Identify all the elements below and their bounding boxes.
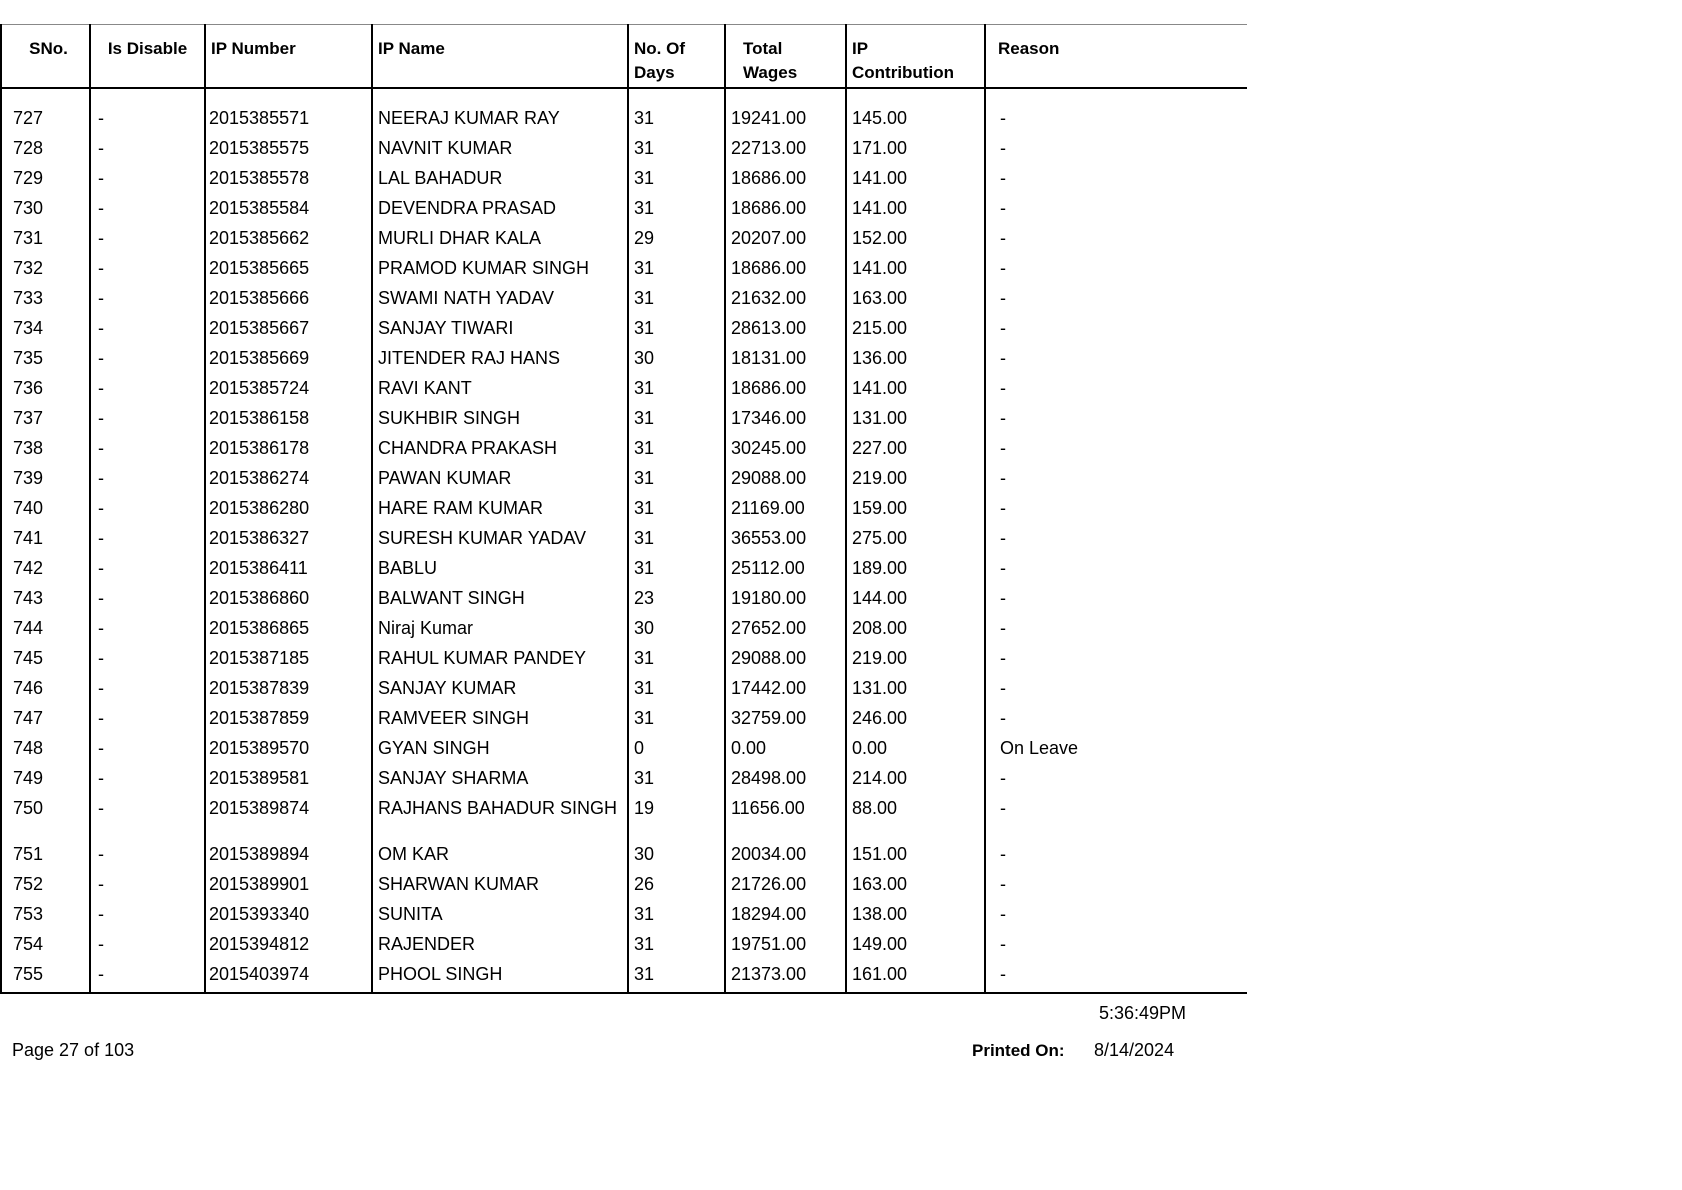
cell-no-of-days: 26 xyxy=(628,872,725,902)
table-row xyxy=(1,436,1247,466)
cell-total-wages: 19180.00 xyxy=(725,586,846,616)
cell-ip-contribution: 131.00 xyxy=(846,406,985,436)
cell-total-wages: 18686.00 xyxy=(725,376,846,406)
cell-ip-contribution: 163.00 xyxy=(846,286,985,316)
cell-ip-number: 2015386865 xyxy=(205,616,372,646)
cell-is-disable: - xyxy=(90,902,205,932)
cell-ip-name: SURESH KUMAR YADAV xyxy=(372,526,628,556)
cell-is-disable: - xyxy=(90,676,205,706)
cell-is-disable: - xyxy=(90,286,205,316)
cell-ip-contribution: 159.00 xyxy=(846,496,985,526)
cell-total-wages: 27652.00 xyxy=(725,616,846,646)
table-row xyxy=(1,466,1247,496)
cell-ip-contribution: 131.00 xyxy=(846,676,985,706)
cell-is-disable: - xyxy=(90,736,205,766)
cell-no-of-days: 31 xyxy=(628,256,725,286)
cell-reason: - xyxy=(985,196,1247,226)
table-row xyxy=(1,406,1247,436)
cell-total-wages: 21726.00 xyxy=(725,872,846,902)
table-row xyxy=(1,496,1247,526)
cell-reason: - xyxy=(985,106,1247,136)
table-row xyxy=(1,796,1247,842)
cell-no-of-days: 23 xyxy=(628,586,725,616)
cell-total-wages: 11656.00 xyxy=(725,796,846,842)
cell-ip-contribution: 275.00 xyxy=(846,526,985,556)
cell-no-of-days: 31 xyxy=(628,376,725,406)
cell-total-wages: 20207.00 xyxy=(725,226,846,256)
cell-is-disable: - xyxy=(90,196,205,226)
cell-ip-number: 2015385724 xyxy=(205,376,372,406)
cell-total-wages: 21373.00 xyxy=(725,962,846,993)
cell-ip-contribution: 171.00 xyxy=(846,136,985,166)
cell-ip-contribution: 219.00 xyxy=(846,646,985,676)
cell-no-of-days: 31 xyxy=(628,406,725,436)
cell-ip-name: LAL BAHADUR xyxy=(372,166,628,196)
table-row xyxy=(1,902,1247,932)
cell-sno: 755 xyxy=(1,962,90,993)
cell-ip-name: DEVENDRA PRASAD xyxy=(372,196,628,226)
header-ip-name: IP Name xyxy=(372,25,628,89)
cell-reason: - xyxy=(985,902,1247,932)
header-total-wages-line2: Wages xyxy=(743,63,798,82)
header-ip-contribution-line1: IP xyxy=(852,39,869,58)
cell-reason: - xyxy=(985,346,1247,376)
cell-sno: 735 xyxy=(1,346,90,376)
header-no-of-days-line2: Days xyxy=(634,63,675,82)
cell-ip-name: HARE RAM KUMAR xyxy=(372,496,628,526)
table-row xyxy=(1,616,1247,646)
cell-no-of-days: 31 xyxy=(628,286,725,316)
cell-ip-contribution: 163.00 xyxy=(846,872,985,902)
cell-reason: On Leave xyxy=(985,736,1247,766)
cell-ip-name: GYAN SINGH xyxy=(372,736,628,766)
table-row xyxy=(1,316,1247,346)
cell-ip-name: SANJAY SHARMA xyxy=(372,766,628,796)
cell-ip-number: 2015387839 xyxy=(205,676,372,706)
cell-ip-name: CHANDRA PRAKASH xyxy=(372,436,628,466)
cell-ip-contribution: 141.00 xyxy=(846,166,985,196)
cell-ip-name: SUKHBIR SINGH xyxy=(372,406,628,436)
cell-no-of-days: 31 xyxy=(628,136,725,166)
cell-sno: 753 xyxy=(1,902,90,932)
cell-ip-name: PHOOL SINGH xyxy=(372,962,628,993)
cell-ip-contribution: 141.00 xyxy=(846,196,985,226)
cell-sno: 739 xyxy=(1,466,90,496)
contribution-table xyxy=(0,24,1247,994)
table-row xyxy=(1,196,1247,226)
cell-total-wages: 22713.00 xyxy=(725,136,846,166)
cell-ip-contribution: 88.00 xyxy=(846,796,985,842)
cell-sno: 744 xyxy=(1,616,90,646)
cell-sno: 747 xyxy=(1,706,90,736)
cell-reason: - xyxy=(985,256,1247,286)
cell-total-wages: 18294.00 xyxy=(725,902,846,932)
cell-ip-contribution: 149.00 xyxy=(846,932,985,962)
cell-sno: 749 xyxy=(1,766,90,796)
cell-ip-number: 2015389581 xyxy=(205,766,372,796)
table-row xyxy=(1,646,1247,676)
cell-reason: - xyxy=(985,136,1247,166)
cell-no-of-days: 31 xyxy=(628,526,725,556)
cell-no-of-days: 0 xyxy=(628,736,725,766)
cell-ip-name: OM KAR xyxy=(372,842,628,872)
cell-is-disable: - xyxy=(90,962,205,993)
cell-is-disable: - xyxy=(90,256,205,286)
cell-reason: - xyxy=(985,436,1247,466)
cell-total-wages: 28613.00 xyxy=(725,316,846,346)
table-row xyxy=(1,526,1247,556)
cell-ip-number: 2015386178 xyxy=(205,436,372,466)
cell-sno: 729 xyxy=(1,166,90,196)
cell-no-of-days: 31 xyxy=(628,556,725,586)
cell-no-of-days: 31 xyxy=(628,436,725,466)
cell-is-disable: - xyxy=(90,616,205,646)
cell-sno: 741 xyxy=(1,526,90,556)
cell-ip-name: SHARWAN KUMAR xyxy=(372,872,628,902)
header-ip-contribution xyxy=(846,25,985,89)
cell-ip-name: RAVI KANT xyxy=(372,376,628,406)
cell-sno: 746 xyxy=(1,676,90,706)
cell-ip-number: 2015386274 xyxy=(205,466,372,496)
cell-ip-number: 2015389894 xyxy=(205,842,372,872)
cell-ip-number: 2015386411 xyxy=(205,556,372,586)
cell-ip-number: 2015393340 xyxy=(205,902,372,932)
cell-reason: - xyxy=(985,166,1247,196)
cell-total-wages: 18131.00 xyxy=(725,346,846,376)
cell-reason: - xyxy=(985,496,1247,526)
cell-no-of-days: 29 xyxy=(628,226,725,256)
cell-reason: - xyxy=(985,842,1247,872)
cell-ip-contribution: 0.00 xyxy=(846,736,985,766)
cell-ip-number: 2015386280 xyxy=(205,496,372,526)
cell-is-disable: - xyxy=(90,166,205,196)
cell-ip-number: 2015386327 xyxy=(205,526,372,556)
cell-ip-number: 2015385665 xyxy=(205,256,372,286)
cell-is-disable: - xyxy=(90,646,205,676)
cell-ip-number: 2015394812 xyxy=(205,932,372,962)
cell-ip-name: Niraj Kumar xyxy=(372,616,628,646)
table-row xyxy=(1,226,1247,256)
cell-reason: - xyxy=(985,586,1247,616)
header-total-wages-line1: Total xyxy=(743,39,783,58)
cell-reason: - xyxy=(985,796,1247,842)
table-row xyxy=(1,872,1247,902)
cell-ip-name: SANJAY TIWARI xyxy=(372,316,628,346)
header-no-of-days xyxy=(628,25,725,89)
cell-is-disable: - xyxy=(90,586,205,616)
cell-ip-name: BABLU xyxy=(372,556,628,586)
cell-ip-number: 2015385571 xyxy=(205,106,372,136)
cell-ip-name: RAMVEER SINGH xyxy=(372,706,628,736)
cell-total-wages: 20034.00 xyxy=(725,842,846,872)
cell-no-of-days: 31 xyxy=(628,766,725,796)
cell-sno: 733 xyxy=(1,286,90,316)
cell-ip-contribution: 136.00 xyxy=(846,346,985,376)
cell-sno: 742 xyxy=(1,556,90,586)
table-row xyxy=(1,136,1247,166)
cell-reason: - xyxy=(985,932,1247,962)
cell-ip-number: 2015389874 xyxy=(205,796,372,842)
cell-sno: 752 xyxy=(1,872,90,902)
cell-reason: - xyxy=(985,286,1247,316)
cell-ip-number: 2015387859 xyxy=(205,706,372,736)
cell-reason: - xyxy=(985,766,1247,796)
cell-ip-contribution: 151.00 xyxy=(846,842,985,872)
cell-is-disable: - xyxy=(90,406,205,436)
cell-ip-number: 2015389901 xyxy=(205,872,372,902)
cell-reason: - xyxy=(985,646,1247,676)
cell-ip-contribution: 138.00 xyxy=(846,902,985,932)
cell-is-disable: - xyxy=(90,226,205,256)
cell-total-wages: 29088.00 xyxy=(725,466,846,496)
cell-ip-number: 2015386860 xyxy=(205,586,372,616)
cell-is-disable: - xyxy=(90,436,205,466)
cell-total-wages: 32759.00 xyxy=(725,706,846,736)
cell-ip-name: RAJHANS BAHADUR SINGH xyxy=(372,796,628,842)
cell-total-wages: 30245.00 xyxy=(725,436,846,466)
cell-is-disable: - xyxy=(90,496,205,526)
cell-total-wages: 25112.00 xyxy=(725,556,846,586)
table-row xyxy=(1,556,1247,586)
cell-reason: - xyxy=(985,556,1247,586)
cell-ip-number: 2015387185 xyxy=(205,646,372,676)
table-row xyxy=(1,106,1247,136)
cell-reason: - xyxy=(985,872,1247,902)
cell-is-disable: - xyxy=(90,796,205,842)
cell-total-wages: 21632.00 xyxy=(725,286,846,316)
cell-total-wages: 0.00 xyxy=(725,736,846,766)
cell-ip-contribution: 208.00 xyxy=(846,616,985,646)
table-row xyxy=(1,962,1247,993)
cell-total-wages: 21169.00 xyxy=(725,496,846,526)
cell-is-disable: - xyxy=(90,346,205,376)
table-row xyxy=(1,766,1247,796)
cell-no-of-days: 30 xyxy=(628,842,725,872)
cell-ip-name: SUNITA xyxy=(372,902,628,932)
cell-ip-name: NAVNIT KUMAR xyxy=(372,136,628,166)
cell-is-disable: - xyxy=(90,766,205,796)
cell-no-of-days: 31 xyxy=(628,466,725,496)
cell-is-disable: - xyxy=(90,376,205,406)
cell-is-disable: - xyxy=(90,556,205,586)
cell-reason: - xyxy=(985,466,1247,496)
cell-is-disable: - xyxy=(90,842,205,872)
cell-total-wages: 36553.00 xyxy=(725,526,846,556)
cell-sno: 745 xyxy=(1,646,90,676)
cell-total-wages: 18686.00 xyxy=(725,166,846,196)
cell-is-disable: - xyxy=(90,706,205,736)
header-ip-number: IP Number xyxy=(205,25,372,89)
cell-reason: - xyxy=(985,406,1247,436)
cell-ip-number: 2015385669 xyxy=(205,346,372,376)
cell-is-disable: - xyxy=(90,932,205,962)
cell-no-of-days: 31 xyxy=(628,496,725,526)
cell-reason: - xyxy=(985,526,1247,556)
cell-reason: - xyxy=(985,316,1247,346)
cell-no-of-days: 31 xyxy=(628,196,725,226)
cell-ip-name: SWAMI NATH YADAV xyxy=(372,286,628,316)
cell-total-wages: 18686.00 xyxy=(725,196,846,226)
cell-no-of-days: 31 xyxy=(628,706,725,736)
cell-sno: 754 xyxy=(1,932,90,962)
cell-no-of-days: 31 xyxy=(628,676,725,706)
cell-ip-name: RAHUL KUMAR PANDEY xyxy=(372,646,628,676)
cell-ip-contribution: 246.00 xyxy=(846,706,985,736)
table-row xyxy=(1,376,1247,406)
cell-sno: 740 xyxy=(1,496,90,526)
cell-is-disable: - xyxy=(90,106,205,136)
cell-total-wages: 17346.00 xyxy=(725,406,846,436)
table-row xyxy=(1,286,1247,316)
cell-reason: - xyxy=(985,616,1247,646)
cell-is-disable: - xyxy=(90,526,205,556)
table-row xyxy=(1,346,1247,376)
cell-ip-contribution: 145.00 xyxy=(846,106,985,136)
cell-reason: - xyxy=(985,962,1247,993)
cell-no-of-days: 31 xyxy=(628,106,725,136)
cell-no-of-days: 30 xyxy=(628,346,725,376)
cell-total-wages: 29088.00 xyxy=(725,646,846,676)
cell-total-wages: 28498.00 xyxy=(725,766,846,796)
cell-ip-name: PRAMOD KUMAR SINGH xyxy=(372,256,628,286)
header-sno: SNo. xyxy=(1,25,90,89)
header-reason: Reason xyxy=(985,25,1247,89)
cell-ip-number: 2015385578 xyxy=(205,166,372,196)
cell-ip-contribution: 219.00 xyxy=(846,466,985,496)
cell-is-disable: - xyxy=(90,316,205,346)
cell-reason: - xyxy=(985,226,1247,256)
cell-ip-number: 2015385667 xyxy=(205,316,372,346)
table-row xyxy=(1,166,1247,196)
cell-ip-number: 2015403974 xyxy=(205,962,372,993)
cell-reason: - xyxy=(985,376,1247,406)
cell-sno: 751 xyxy=(1,842,90,872)
table-spacer-row xyxy=(1,88,1247,106)
cell-ip-number: 2015385666 xyxy=(205,286,372,316)
cell-total-wages: 19241.00 xyxy=(725,106,846,136)
cell-sno: 731 xyxy=(1,226,90,256)
cell-sno: 728 xyxy=(1,136,90,166)
cell-ip-contribution: 152.00 xyxy=(846,226,985,256)
header-ip-contribution-line2: Contribution xyxy=(852,63,954,82)
cell-sno: 734 xyxy=(1,316,90,346)
table-row xyxy=(1,706,1247,736)
cell-ip-name: NEERAJ KUMAR RAY xyxy=(372,106,628,136)
table-row xyxy=(1,842,1247,872)
cell-ip-contribution: 141.00 xyxy=(846,256,985,286)
cell-is-disable: - xyxy=(90,136,205,166)
cell-ip-name: MURLI DHAR KALA xyxy=(372,226,628,256)
cell-sno: 738 xyxy=(1,436,90,466)
table-row xyxy=(1,256,1247,286)
cell-sno: 748 xyxy=(1,736,90,766)
print-time: 5:36:49PM xyxy=(1099,1003,1187,1023)
cell-ip-number: 2015385662 xyxy=(205,226,372,256)
cell-ip-name: SANJAY KUMAR xyxy=(372,676,628,706)
header-total-wages xyxy=(725,25,846,89)
cell-sno: 750 xyxy=(1,796,90,842)
table-row xyxy=(1,676,1247,706)
cell-ip-contribution: 215.00 xyxy=(846,316,985,346)
cell-total-wages: 17442.00 xyxy=(725,676,846,706)
cell-ip-number: 2015386158 xyxy=(205,406,372,436)
table-row xyxy=(1,586,1247,616)
printed-on-label: Printed On: xyxy=(972,1041,1065,1060)
cell-ip-contribution: 144.00 xyxy=(846,586,985,616)
cell-total-wages: 18686.00 xyxy=(725,256,846,286)
header-is-disable: Is Disable xyxy=(90,25,205,89)
cell-ip-contribution: 189.00 xyxy=(846,556,985,586)
cell-no-of-days: 31 xyxy=(628,316,725,346)
cell-no-of-days: 31 xyxy=(628,166,725,196)
cell-total-wages: 19751.00 xyxy=(725,932,846,962)
table-header-row xyxy=(1,25,1247,89)
printed-on-date: 8/14/2024 xyxy=(1094,1040,1175,1060)
cell-ip-contribution: 214.00 xyxy=(846,766,985,796)
cell-no-of-days: 31 xyxy=(628,932,725,962)
cell-ip-name: JITENDER RAJ HANS xyxy=(372,346,628,376)
cell-sno: 730 xyxy=(1,196,90,226)
table-body xyxy=(1,88,1247,993)
cell-sno: 732 xyxy=(1,256,90,286)
cell-sno: 736 xyxy=(1,376,90,406)
cell-ip-contribution: 227.00 xyxy=(846,436,985,466)
cell-no-of-days: 31 xyxy=(628,646,725,676)
cell-ip-name: PAWAN KUMAR xyxy=(372,466,628,496)
cell-ip-number: 2015385575 xyxy=(205,136,372,166)
cell-no-of-days: 31 xyxy=(628,902,725,932)
table-row xyxy=(1,932,1247,962)
cell-reason: - xyxy=(985,706,1247,736)
cell-sno: 727 xyxy=(1,106,90,136)
cell-reason: - xyxy=(985,676,1247,706)
cell-sno: 737 xyxy=(1,406,90,436)
cell-ip-number: 2015389570 xyxy=(205,736,372,766)
cell-no-of-days: 31 xyxy=(628,962,725,993)
cell-ip-name: BALWANT SINGH xyxy=(372,586,628,616)
page-number: Page 27 of 103 xyxy=(12,1040,135,1060)
cell-sno: 743 xyxy=(1,586,90,616)
report-table-container xyxy=(0,24,1246,994)
cell-ip-name: RAJENDER xyxy=(372,932,628,962)
cell-no-of-days: 19 xyxy=(628,796,725,842)
cell-ip-number: 2015385584 xyxy=(205,196,372,226)
cell-no-of-days: 30 xyxy=(628,616,725,646)
table-row xyxy=(1,736,1247,766)
cell-is-disable: - xyxy=(90,466,205,496)
header-no-of-days-line1: No. Of xyxy=(634,39,685,58)
cell-ip-contribution: 141.00 xyxy=(846,376,985,406)
cell-is-disable: - xyxy=(90,872,205,902)
cell-ip-contribution: 161.00 xyxy=(846,962,985,993)
